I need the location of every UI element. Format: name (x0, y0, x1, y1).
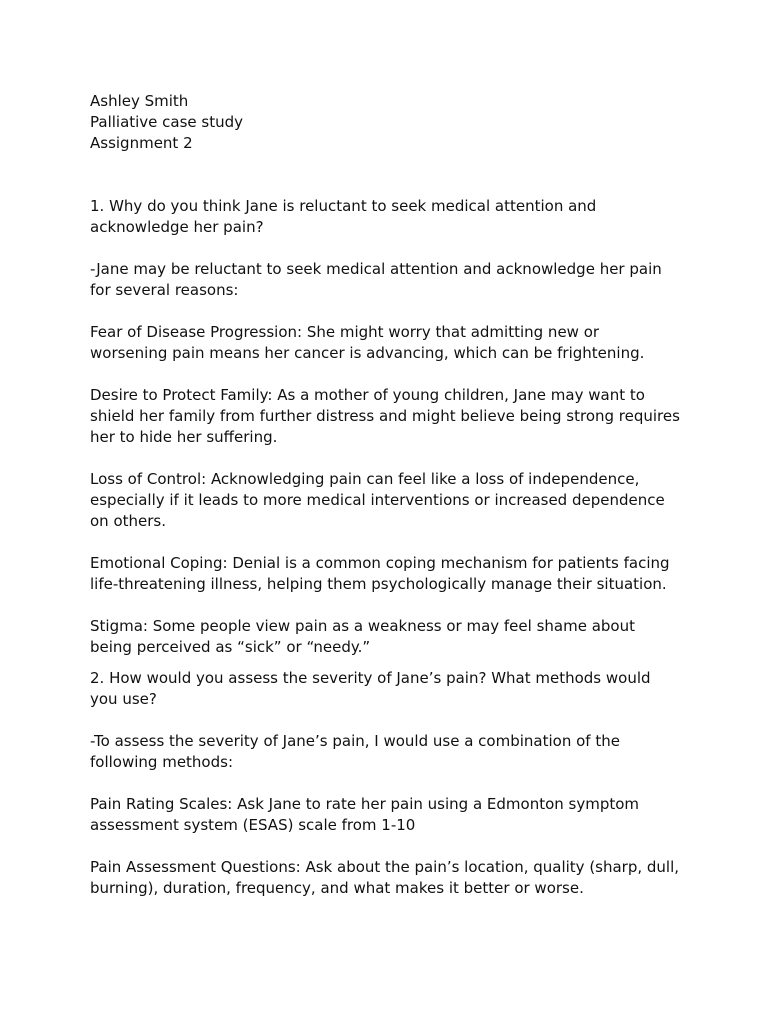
answer-2-method: Pain Assessment Questions: Ask about the pain’s location, quality (sharp, dull, burning), duration, frequency, and what makes it better or worse. (90, 858, 680, 897)
assignment-title: Assignment 2 (90, 134, 193, 152)
answer-1-reason: Loss of Control: Acknowledging pain can feel like a loss of independence, especially if it leads to more medical interventions or increased dependence on others. (90, 470, 665, 530)
answer-1-reason: Emotional Coping: Denial is a common coping mechanism for patients facing life-threatening illness, helping them psychologically manage their situation. (90, 554, 670, 593)
answer-1-reason: Stigma: Some people view pain as a weakness or may feel shame about being perceived as “sick” or “needy.” (90, 617, 635, 656)
answer-1-reason: Fear of Disease Progression: She might worry that admitting new or worsening pain means her cancer is advancing, which can be frightening. (90, 323, 645, 362)
answer-2-method: Pain Rating Scales: Ask Jane to rate her pain using a Edmonton symptom assessment system (ESAS) scale from 1-10 (90, 795, 640, 834)
question-2: 2. How would you assess the severity of Jane’s pain? What methods would you use? (90, 669, 651, 708)
question-1: 1. Why do you think Jane is reluctant to seek medical attention and acknowledge her pain? (90, 197, 597, 236)
course-title: Palliative case study (90, 113, 244, 131)
answer-1-intro: -Jane may be reluctant to seek medical attention and acknowledge her pain for several reasons: (90, 260, 662, 299)
author-name: Ashley Smith (90, 92, 189, 110)
document-body (90, 91, 680, 920)
document-header (90, 91, 680, 154)
answer-2-intro: -To assess the severity of Jane’s pain, I would use a combination of the following methods: (90, 732, 620, 771)
answer-1-reason: Desire to Protect Family: As a mother of young children, Jane may want to shield her family from further distress and might believe being strong requires her to hide her suffering. (90, 386, 680, 446)
